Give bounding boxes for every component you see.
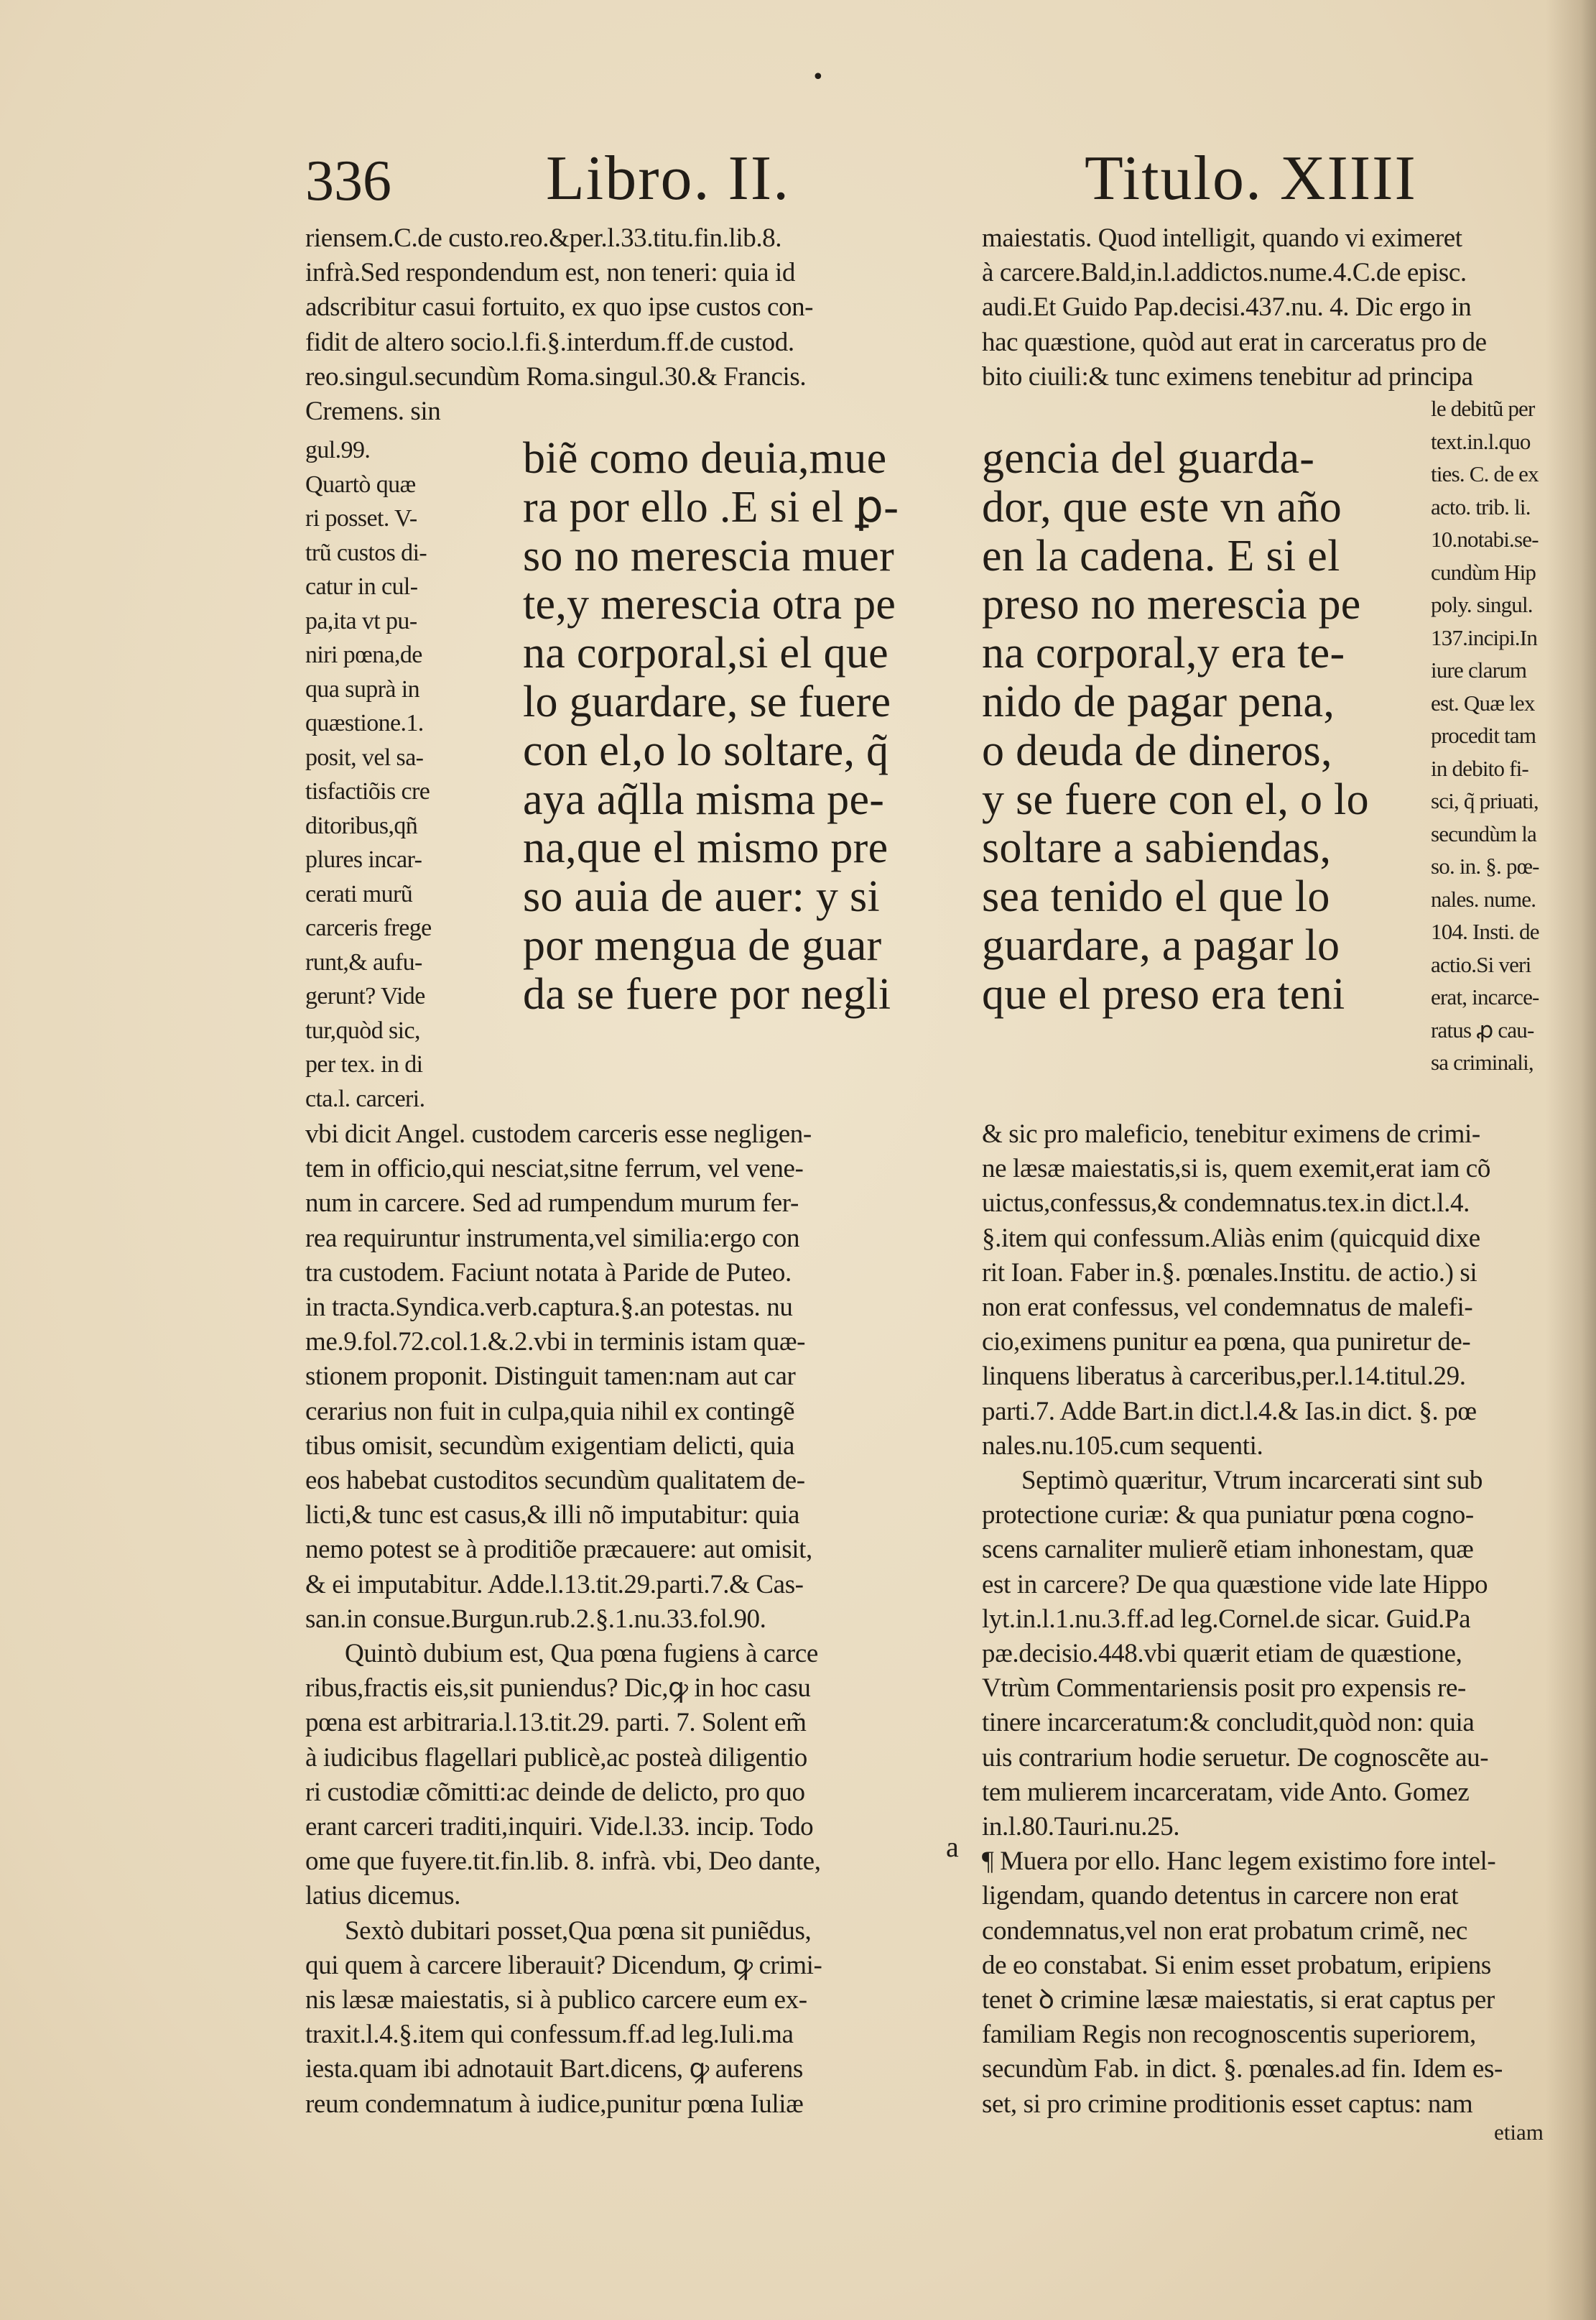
gloss-line: gerunt? Vide [305,983,425,1009]
gloss-line: san.in consue.Burgun.rub.2.§.1.nu.33.fol.90. [305,1604,766,1634]
right-gloss-top [982,221,1487,394]
gloss-line: linquens liberatus à carceribus,per.l.14.titul.29. [982,1362,1466,1392]
running-head-book: Libro. II. [546,144,791,213]
gloss-line: ties. C. de ex [1431,461,1539,486]
gloss-line: & sic pro maleficio, tenebitur eximens de crimi- [982,1119,1480,1149]
gloss-line: pæ.decisio.448.vbi quærit etiam de quæstione, [982,1639,1462,1669]
gloss-line: rea requiruntur instrumenta,vel similia:ergo con [305,1223,800,1253]
gloss-line: reo.singul.secundùm Roma.singul.30.& Francis. [305,361,807,392]
gloss-line: uis contrarium hodie seruetur. De cognoscẽte au- [982,1742,1489,1773]
gloss-line: de eo constabat. Si enim esset probatum, eripiens [982,1950,1491,1980]
gloss-line: est in carcere? De qua quæstione vide late Hippo [982,1569,1488,1599]
margin-letter: a [946,1831,959,1863]
gloss-line: adscribitur casui fortuito, ex quo ipse custos con- [305,292,814,323]
gloss-line: ne læsæ maiestatis,si is, quem exemit,erat iam cõ [982,1154,1490,1184]
gloss-line: non erat confessus, vel condemnatus de malefi- [982,1293,1473,1323]
gloss-line: le debitũ per [1431,396,1535,421]
law-line: por mengua de guar [523,920,882,970]
gloss-line: in.l.80.Tauri.nu.25. [982,1812,1180,1842]
gloss-line: protectione curiæ: & qua puniatur pœna cogno- [982,1500,1474,1530]
law-line: te,y merescia otra pe [523,580,896,629]
gloss-line: familiam Regis non recognoscentis superiorem, [982,2020,1476,2050]
gloss-line: erat, incarce- [1431,984,1539,1009]
law-line: da se fuere por negli [523,969,891,1019]
law-line: gencia del guarda- [982,434,1315,483]
gloss-line: so. in. §. pœ- [1431,854,1539,879]
gloss-line: Sextò dubitari posset,Qua pœna sit puniẽdus, [345,1915,812,1946]
gloss-line: 137.incipi.In [1431,624,1538,650]
law-line: lo guardare, se fuere [523,677,891,726]
gloss-line: reum condemnatum à iudice,punitur pœna Iuliæ [305,2089,804,2119]
law-line: preso no merescia pe [982,580,1361,629]
gloss-line: procedit tam [1431,723,1536,748]
gloss-line: à iudicibus flagellari publicè,ac posteà diligentio [305,1742,807,1773]
gloss-line: infrà.Sed respondendum est, non teneri: quia id [305,258,795,288]
gloss-line: per tex. in di [305,1051,423,1078]
gloss-line: actio.Si veri [1431,951,1531,977]
gloss-line: scens carnaliter mulierẽ etiam inhonestam, quæ [982,1535,1474,1565]
gloss-line: niri pœna,de [305,642,422,668]
law-line: na corporal,y era te- [982,629,1345,678]
gloss-line: Vtrùm Commentariensis posit pro expensis re- [982,1673,1466,1704]
gloss-line: ribus,fractis eis,sit puniendus? Dic,ꝙ in hoc casu [305,1673,811,1704]
gloss-line: ligendam, quando detentus in carcere non erat [982,1881,1459,1911]
law-line: o deuda de dineros, [982,726,1332,775]
gloss-line: iure clarum [1431,657,1527,683]
law-line: na corporal,si el que [523,629,889,678]
gloss-line: nales.nu.105.cum sequenti. [982,1431,1263,1461]
law-line: biẽ como deuia,mue [523,434,887,483]
right-gloss-bottom [982,1117,1503,2122]
gloss-line: uictus,confessus,& condemnatus.tex.in dict.l.4. [982,1188,1470,1219]
gloss-line: eos habebat custoditos secundùm qualitatem de- [305,1466,805,1496]
law-line: con el,o lo soltare, q̃ [523,726,889,775]
gloss-line: licti,& tunc est casus,& illi nõ imputabitur: quia [305,1500,800,1530]
printer-dot: • [812,65,825,90]
gloss-line: maiestatis. Quod intelligit, quando vi eximeret [982,223,1462,253]
law-line: soltare a sabiendas, [982,823,1332,873]
running-head-title: Titulo. XIIII [1085,144,1417,213]
gloss-line: text.in.l.quo [1431,428,1531,454]
gloss-line: rit Ioan. Faber in.§. pœnales.Institu. de actio.) si [982,1257,1477,1288]
gloss-line: cio,eximens punitur ea pœna, qua puniretur de- [982,1327,1471,1357]
gloss-line: sci, q̃ priuati, [1431,788,1539,813]
catchword: etiam [1494,2120,1544,2145]
law-line: aya aq̃lla misma pe- [523,775,885,824]
gloss-line: gul.99. [305,437,371,463]
gloss-line: tra custodem. Faciunt notata à Paride de Puteo. [305,1257,792,1288]
law-line: guardare, a pagar lo [982,920,1340,970]
gloss-line: ri custodiæ cõmitti:ac deinde de delicto, pro quo [305,1777,805,1807]
left-gloss-narrow [305,433,432,1116]
gloss-line: runt,& aufu- [305,948,422,976]
gloss-line: nemo potest se à proditiõe præcauere: aut omisit, [305,1535,812,1565]
page-gutter-shadow [1546,0,1596,2320]
gloss-line: tenet ꝺ crimine læsæ maiestatis, si erat captus per [982,1985,1495,2015]
gloss-line: pœna est arbitraria.l.13.tit.29. parti. 7. Solent em̃ [305,1708,807,1738]
gloss-line: lyt.in.l.1.nu.3.ff.ad leg.Cornel.de sicar. Guid.Pa [982,1604,1471,1634]
gloss-line: 104. Insti. de [1431,919,1539,944]
gloss-line: me.9.fol.72.col.1.&.2.vbi in terminis istam quæ- [305,1327,806,1357]
gloss-line: secundùm Fab. in dict. §. pœnales.ad fin. Idem es- [982,2054,1503,2084]
gloss-line: traxit.l.4.§.item qui confessum.ff.ad leg.Iuli.ma [305,2020,794,2050]
gloss-line: sa criminali, [1431,1050,1534,1075]
gloss-line: qua suprà in [305,675,419,703]
law-line: y se fuere con el, o lo [982,775,1369,824]
gloss-line: tem mulierem incarceratam, vide Anto. Gomez [982,1777,1470,1807]
gloss-line: riensem.C.de custo.reo.&per.l.33.titu.fin.lib.8. [305,223,782,253]
gloss-line: quæstione.1. [305,710,424,736]
gloss-line: cta.l. carceri. [305,1085,425,1112]
law-text-right [982,435,1369,1020]
page-number: 336 [305,149,391,213]
left-gloss-bottom [305,1117,822,2122]
gloss-line: pa,ita vt pu- [305,607,417,634]
gloss-line: tinere incarceratum:& concludit,quòd non: quia [982,1708,1475,1738]
gloss-line: nales. nume. [1431,886,1536,912]
gloss-line: erant carceri traditi,inquiri. Vide.l.33. incip. Todo [305,1812,814,1842]
gloss-line: acto. trib. li. [1431,494,1531,519]
gloss-line: Septimò quæritur, Vtrum incarcerati sint sub [1021,1466,1483,1496]
gloss-line: vbi dicit Angel. custodem carceris esse negligen- [305,1119,812,1149]
law-line: so no merescia muer [523,531,895,581]
law-line: que el preso era teni [982,969,1345,1019]
gloss-line: tem in officio,qui nesciat,sitne ferrum, vel vene- [305,1154,804,1184]
law-line: dor, que este vn año [982,482,1342,532]
gloss-line: carceris frege [305,915,432,941]
gloss-line: bito ciuili:& tunc eximens tenebitur ad principa [982,361,1473,392]
gloss-line: hac quæstione, quòd aut erat in carceratus pro de [982,327,1487,357]
gloss-line: cerarius non fuit in culpa,quia nihil ex contingẽ [305,1396,795,1426]
gloss-line: 10.notabi.se- [1431,527,1539,552]
gloss-line: latius dicemus. [305,1881,460,1911]
gloss-line: à carcere.Bald,in.l.addictos.nume.4.C.de episc. [982,258,1467,288]
gloss-line: ri posset. V- [305,505,417,532]
law-line: ra por ello .E si el ꝑ- [523,482,899,532]
gloss-line: plures incar- [305,846,422,873]
gloss-line: tisfactiõis cre [305,778,430,805]
law-line: sea tenido el que lo [982,872,1330,922]
gloss-line: catur in cul- [305,573,418,600]
gloss-line: ditoribus,qñ [305,812,418,839]
gloss-line: condemnatus,vel non erat probatum crimẽ, nec [982,1915,1467,1946]
gloss-line: fidit de altero socio.l.fi.§.interdum.ff.de custod. [305,327,794,357]
gloss-line: nis læsæ maiestatis, si à publico carcere eum ex- [305,1985,807,2015]
gloss-line: in debito fi- [1431,755,1528,781]
gloss-line: posit, vel sa- [305,744,424,771]
gloss-line: parti.7. Adde Bart.in dict.l.4.& Ias.in dict. §. pœ [982,1396,1477,1426]
gloss-line: ratus ꝓ cau- [1431,1017,1534,1043]
law-line: en la cadena. E si el [982,531,1340,581]
gloss-line: num in carcere. Sed ad rumpendum murum fer- [305,1188,799,1219]
gloss-line: audi.Et Guido Pap.decisi.437.nu. 4. Dic ergo in [982,292,1472,323]
gloss-line: cundùm Hip [1431,559,1536,585]
gloss-line: stionem proponit. Distinguit tamen:nam aut car [305,1362,796,1392]
gloss-line: ome que fuyere.tit.fin.lib. 8. infrà. vbi, Deo dante, [305,1847,821,1877]
gloss-line: secundùm la [1431,821,1537,846]
law-line: nido de pagar pena, [982,677,1335,726]
gloss-line: §.item qui confessum.Aliàs enim (quicquid dixe [982,1223,1480,1253]
gloss-line: ¶ Muera por ello. Hanc legem existimo fore intel- [982,1847,1496,1877]
gloss-line: Quintò dubium est, Qua pœna fugiens à carce [345,1639,818,1669]
law-text-left [523,435,899,1020]
left-gloss-top [305,221,813,429]
gloss-line: trũ custos di- [305,539,427,566]
gloss-line: set, si pro crimine proditionis esset captus: nam [982,2089,1473,2119]
gloss-line: est. Quæ lex [1431,690,1535,716]
gloss-line: tibus omisit, secundùm exigentiam delicti, quia [305,1431,795,1461]
gloss-line: iesta.quam ibi adnotauit Bart.dicens, ꝙ auferens [305,2054,803,2084]
right-gloss-narrow [1431,392,1539,1079]
gloss-line: & ei imputabitur. Adde.l.13.tit.29.parti.7.& Cas- [305,1569,804,1599]
gloss-line: poly. singul. [1431,592,1533,617]
gloss-line: qui quem à carcere liberauit? Dicendum, ꝙ crimi- [305,1950,822,1980]
gloss-line: Quartò quæ [305,471,416,498]
law-line: so auia de auer: y si [523,872,880,922]
gloss-line: Cremens. sin [305,397,441,427]
gloss-line: tur,quòd sic, [305,1017,420,1044]
gloss-line: cerati murũ [305,880,413,907]
gloss-line: in tracta.Syndica.verb.captura.§.an potestas. nu [305,1293,793,1323]
law-line: na,que el mismo pre [523,823,889,873]
